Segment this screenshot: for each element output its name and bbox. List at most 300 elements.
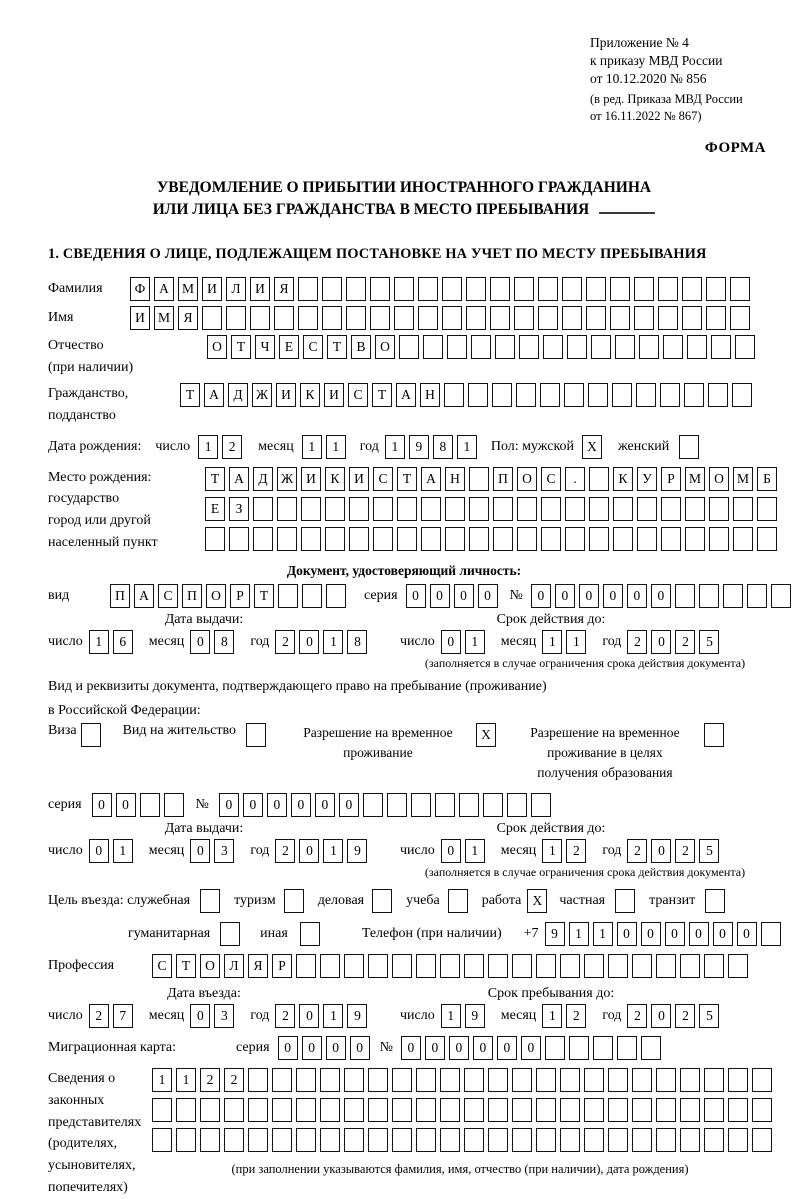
char-cell[interactable]: 1 (323, 839, 343, 863)
char-cell[interactable] (447, 335, 467, 359)
char-cell[interactable]: 0 (116, 793, 136, 817)
purpose-official-checkbox[interactable] (200, 889, 224, 913)
char-cell[interactable] (634, 306, 654, 330)
char-cell[interactable]: М (178, 277, 198, 301)
char-cell[interactable] (296, 1098, 316, 1122)
char-cell[interactable]: 1 (113, 839, 133, 863)
char-cell[interactable] (584, 1098, 604, 1122)
char-cell[interactable]: 1 (323, 1004, 343, 1028)
char-cell[interactable] (711, 335, 731, 359)
char-cell[interactable]: 0 (299, 839, 319, 863)
char-cell[interactable] (656, 1098, 676, 1122)
char-cell[interactable]: 1 (323, 630, 343, 654)
char-cell[interactable] (656, 1128, 676, 1152)
char-cell[interactable] (588, 383, 608, 407)
char-cell[interactable] (423, 335, 443, 359)
char-cell[interactable] (543, 335, 563, 359)
char-cell[interactable] (679, 435, 699, 459)
doc-issue-day-field[interactable] (89, 630, 137, 654)
char-cell[interactable]: Е (279, 335, 299, 359)
char-cell[interactable]: 0 (641, 922, 661, 946)
char-cell[interactable] (637, 497, 657, 521)
char-cell[interactable] (301, 527, 321, 551)
char-cell[interactable] (704, 1068, 724, 1092)
char-cell[interactable] (488, 954, 508, 978)
char-cell[interactable] (152, 1098, 172, 1122)
char-cell[interactable]: 0 (651, 584, 671, 608)
char-cell[interactable] (418, 306, 438, 330)
profession-field[interactable] (152, 954, 752, 978)
temp-residence-checkbox[interactable] (476, 723, 500, 747)
char-cell[interactable] (277, 527, 297, 551)
char-cell[interactable] (492, 383, 512, 407)
mig-number-field[interactable] (401, 1036, 665, 1060)
char-cell[interactable] (514, 306, 534, 330)
char-cell[interactable]: Т (327, 335, 347, 359)
char-cell[interactable]: А (421, 467, 441, 491)
char-cell[interactable] (541, 497, 561, 521)
char-cell[interactable]: 5 (699, 1004, 719, 1028)
char-cell[interactable] (591, 335, 611, 359)
char-cell[interactable] (320, 954, 340, 978)
char-cell[interactable] (752, 1068, 772, 1092)
char-cell[interactable] (464, 1068, 484, 1092)
char-cell[interactable] (363, 793, 383, 817)
name-field[interactable] (130, 306, 754, 330)
char-cell[interactable] (519, 335, 539, 359)
char-cell[interactable] (248, 1098, 268, 1122)
char-cell[interactable] (565, 497, 585, 521)
char-cell[interactable] (682, 306, 702, 330)
char-cell[interactable] (586, 306, 606, 330)
char-cell[interactable] (224, 1098, 244, 1122)
char-cell[interactable] (325, 527, 345, 551)
char-cell[interactable] (253, 527, 273, 551)
char-cell[interactable]: X (582, 435, 602, 459)
char-cell[interactable] (761, 922, 781, 946)
char-cell[interactable]: 6 (113, 630, 133, 654)
char-cell[interactable] (466, 306, 486, 330)
char-cell[interactable]: 0 (299, 1004, 319, 1028)
char-cell[interactable] (656, 954, 676, 978)
char-cell[interactable]: 9 (347, 1004, 367, 1028)
doc-valid-month-field[interactable] (542, 630, 590, 654)
char-cell[interactable]: В (351, 335, 371, 359)
char-cell[interactable]: 0 (425, 1036, 445, 1060)
char-cell[interactable] (632, 954, 652, 978)
purpose-humanitarian-checkbox[interactable] (220, 922, 244, 946)
char-cell[interactable] (164, 793, 184, 817)
char-cell[interactable] (421, 497, 441, 521)
char-cell[interactable] (512, 954, 532, 978)
char-cell[interactable]: О (375, 335, 395, 359)
char-cell[interactable] (732, 383, 752, 407)
char-cell[interactable] (507, 793, 527, 817)
char-cell[interactable]: Л (226, 277, 246, 301)
char-cell[interactable] (322, 277, 342, 301)
purpose-other-checkbox[interactable] (300, 922, 324, 946)
representatives-field-row3[interactable] (152, 1128, 776, 1152)
char-cell[interactable] (728, 1068, 748, 1092)
char-cell[interactable] (562, 277, 582, 301)
char-cell[interactable]: 0 (473, 1036, 493, 1060)
char-cell[interactable] (728, 954, 748, 978)
char-cell[interactable] (229, 527, 249, 551)
char-cell[interactable] (471, 335, 491, 359)
char-cell[interactable] (684, 383, 704, 407)
char-cell[interactable] (200, 1128, 220, 1152)
char-cell[interactable] (272, 1068, 292, 1092)
char-cell[interactable] (368, 1128, 388, 1152)
char-cell[interactable] (584, 954, 604, 978)
char-cell[interactable]: 0 (190, 839, 210, 863)
char-cell[interactable] (248, 1068, 268, 1092)
char-cell[interactable] (421, 527, 441, 551)
char-cell[interactable]: 2 (224, 1068, 244, 1092)
char-cell[interactable] (661, 527, 681, 551)
char-cell[interactable]: 0 (579, 584, 599, 608)
char-cell[interactable] (565, 527, 585, 551)
char-cell[interactable] (512, 1068, 532, 1092)
char-cell[interactable]: И (130, 306, 150, 330)
char-cell[interactable]: 3 (214, 1004, 234, 1028)
char-cell[interactable]: Ж (252, 383, 272, 407)
char-cell[interactable]: . (565, 467, 585, 491)
char-cell[interactable] (346, 306, 366, 330)
char-cell[interactable]: А (229, 467, 249, 491)
char-cell[interactable]: 1 (542, 1004, 562, 1028)
char-cell[interactable] (444, 383, 464, 407)
char-cell[interactable]: 1 (457, 435, 477, 459)
char-cell[interactable] (464, 1098, 484, 1122)
char-cell[interactable] (368, 954, 388, 978)
birth-day-field[interactable] (198, 435, 246, 459)
char-cell[interactable] (512, 1128, 532, 1152)
char-cell[interactable] (176, 1128, 196, 1152)
char-cell[interactable]: 5 (699, 839, 719, 863)
char-cell[interactable]: 0 (267, 793, 287, 817)
char-cell[interactable] (416, 1098, 436, 1122)
char-cell[interactable]: 0 (603, 584, 623, 608)
char-cell[interactable] (709, 497, 729, 521)
char-cell[interactable] (704, 723, 724, 747)
char-cell[interactable]: Б (757, 467, 777, 491)
char-cell[interactable]: Д (253, 467, 273, 491)
char-cell[interactable]: 8 (433, 435, 453, 459)
doc-series-field[interactable] (406, 584, 502, 608)
char-cell[interactable] (615, 889, 635, 913)
char-cell[interactable]: Я (274, 277, 294, 301)
char-cell[interactable]: 0 (89, 839, 109, 863)
char-cell[interactable] (469, 497, 489, 521)
char-cell[interactable] (517, 527, 537, 551)
char-cell[interactable] (81, 723, 101, 747)
char-cell[interactable] (538, 306, 558, 330)
char-cell[interactable]: И (250, 277, 270, 301)
char-cell[interactable]: А (154, 277, 174, 301)
char-cell[interactable]: Т (231, 335, 251, 359)
char-cell[interactable]: И (301, 467, 321, 491)
char-cell[interactable] (636, 383, 656, 407)
patronymic-field[interactable] (207, 335, 759, 359)
char-cell[interactable] (680, 954, 700, 978)
residence-permit-checkbox[interactable] (246, 723, 270, 747)
stay-day-field[interactable] (441, 1004, 489, 1028)
char-cell[interactable] (584, 1128, 604, 1152)
char-cell[interactable]: С (348, 383, 368, 407)
char-cell[interactable] (302, 584, 322, 608)
char-cell[interactable] (320, 1068, 340, 1092)
char-cell[interactable]: С (158, 584, 178, 608)
char-cell[interactable] (445, 527, 465, 551)
char-cell[interactable]: О (207, 335, 227, 359)
char-cell[interactable] (757, 497, 777, 521)
char-cell[interactable] (349, 497, 369, 521)
temp-residence-edu-checkbox[interactable] (704, 723, 728, 747)
char-cell[interactable]: 0 (291, 793, 311, 817)
char-cell[interactable]: Л (224, 954, 244, 978)
char-cell[interactable] (373, 497, 393, 521)
char-cell[interactable]: С (373, 467, 393, 491)
char-cell[interactable]: Ф (130, 277, 150, 301)
char-cell[interactable]: 0 (406, 584, 426, 608)
char-cell[interactable]: О (200, 954, 220, 978)
char-cell[interactable] (442, 306, 462, 330)
char-cell[interactable] (469, 527, 489, 551)
char-cell[interactable]: И (276, 383, 296, 407)
char-cell[interactable]: 0 (326, 1036, 346, 1060)
char-cell[interactable] (296, 954, 316, 978)
char-cell[interactable]: 0 (521, 1036, 541, 1060)
char-cell[interactable] (435, 793, 455, 817)
char-cell[interactable] (200, 889, 220, 913)
char-cell[interactable] (140, 793, 160, 817)
char-cell[interactable]: 2 (627, 630, 647, 654)
representatives-field-row2[interactable] (152, 1098, 776, 1122)
purpose-business-checkbox[interactable] (372, 889, 396, 913)
char-cell[interactable] (536, 1068, 556, 1092)
char-cell[interactable] (440, 1128, 460, 1152)
char-cell[interactable] (608, 1128, 628, 1152)
res-valid-month-field[interactable] (542, 839, 590, 863)
char-cell[interactable] (660, 383, 680, 407)
char-cell[interactable]: 0 (243, 793, 263, 817)
char-cell[interactable]: Т (397, 467, 417, 491)
char-cell[interactable] (733, 497, 753, 521)
char-cell[interactable] (349, 527, 369, 551)
char-cell[interactable] (613, 527, 633, 551)
char-cell[interactable]: 0 (713, 922, 733, 946)
char-cell[interactable]: 2 (675, 1004, 695, 1028)
char-cell[interactable]: Н (420, 383, 440, 407)
doc-issue-month-field[interactable] (190, 630, 238, 654)
char-cell[interactable] (536, 1098, 556, 1122)
char-cell[interactable] (709, 527, 729, 551)
char-cell[interactable]: И (202, 277, 222, 301)
char-cell[interactable] (397, 497, 417, 521)
char-cell[interactable]: К (613, 467, 633, 491)
char-cell[interactable]: Н (445, 467, 465, 491)
char-cell[interactable] (392, 954, 412, 978)
char-cell[interactable]: Т (205, 467, 225, 491)
char-cell[interactable] (392, 1128, 412, 1152)
char-cell[interactable] (612, 383, 632, 407)
char-cell[interactable] (680, 1128, 700, 1152)
char-cell[interactable] (488, 1098, 508, 1122)
char-cell[interactable] (416, 954, 436, 978)
char-cell[interactable]: 0 (441, 839, 461, 863)
char-cell[interactable] (584, 1068, 604, 1092)
char-cell[interactable] (632, 1128, 652, 1152)
char-cell[interactable] (320, 1128, 340, 1152)
char-cell[interactable]: П (110, 584, 130, 608)
char-cell[interactable]: 1 (465, 839, 485, 863)
doc-valid-year-field[interactable] (627, 630, 723, 654)
char-cell[interactable] (493, 527, 513, 551)
char-cell[interactable] (610, 277, 630, 301)
char-cell[interactable] (416, 1068, 436, 1092)
char-cell[interactable] (442, 277, 462, 301)
char-cell[interactable] (368, 1098, 388, 1122)
char-cell[interactable]: 1 (176, 1068, 196, 1092)
char-cell[interactable]: 0 (92, 793, 112, 817)
char-cell[interactable]: 1 (152, 1068, 172, 1092)
purpose-transit-checkbox[interactable] (705, 889, 729, 913)
char-cell[interactable] (445, 497, 465, 521)
birthplace-field-row3[interactable] (205, 527, 781, 551)
char-cell[interactable]: Д (228, 383, 248, 407)
char-cell[interactable]: 0 (689, 922, 709, 946)
birthplace-field-row2[interactable] (205, 497, 781, 521)
entry-day-field[interactable] (89, 1004, 137, 1028)
char-cell[interactable]: А (134, 584, 154, 608)
char-cell[interactable] (248, 1128, 268, 1152)
char-cell[interactable] (344, 1068, 364, 1092)
char-cell[interactable] (397, 527, 417, 551)
char-cell[interactable]: 5 (699, 630, 719, 654)
char-cell[interactable] (440, 1098, 460, 1122)
char-cell[interactable] (440, 954, 460, 978)
char-cell[interactable]: О (709, 467, 729, 491)
char-cell[interactable]: 1 (542, 630, 562, 654)
char-cell[interactable] (495, 335, 515, 359)
char-cell[interactable]: 0 (401, 1036, 421, 1060)
char-cell[interactable]: 0 (651, 839, 671, 863)
char-cell[interactable] (632, 1098, 652, 1122)
char-cell[interactable]: 9 (347, 839, 367, 863)
res-issue-day-field[interactable] (89, 839, 137, 863)
char-cell[interactable] (771, 584, 791, 608)
char-cell[interactable]: 0 (299, 630, 319, 654)
char-cell[interactable] (370, 306, 390, 330)
char-cell[interactable] (658, 277, 678, 301)
char-cell[interactable] (296, 1068, 316, 1092)
char-cell[interactable]: Т (372, 383, 392, 407)
char-cell[interactable] (399, 335, 419, 359)
char-cell[interactable]: М (685, 467, 705, 491)
char-cell[interactable]: 2 (627, 839, 647, 863)
char-cell[interactable] (416, 1128, 436, 1152)
char-cell[interactable]: С (541, 467, 561, 491)
char-cell[interactable]: 0 (651, 1004, 671, 1028)
char-cell[interactable] (704, 1128, 724, 1152)
char-cell[interactable]: 0 (441, 630, 461, 654)
char-cell[interactable] (608, 1098, 628, 1122)
char-cell[interactable] (589, 467, 609, 491)
char-cell[interactable]: П (182, 584, 202, 608)
char-cell[interactable] (488, 1068, 508, 1092)
char-cell[interactable]: 0 (737, 922, 757, 946)
char-cell[interactable] (687, 335, 707, 359)
char-cell[interactable] (704, 1098, 724, 1122)
char-cell[interactable] (224, 1128, 244, 1152)
char-cell[interactable] (615, 335, 635, 359)
res-number-field[interactable] (219, 793, 555, 817)
char-cell[interactable] (641, 1036, 661, 1060)
char-cell[interactable] (464, 954, 484, 978)
char-cell[interactable] (747, 584, 767, 608)
char-cell[interactable] (464, 1128, 484, 1152)
char-cell[interactable]: Р (272, 954, 292, 978)
res-valid-year-field[interactable] (627, 839, 723, 863)
char-cell[interactable]: А (204, 383, 224, 407)
char-cell[interactable]: Т (176, 954, 196, 978)
char-cell[interactable]: 1 (198, 435, 218, 459)
char-cell[interactable]: 2 (200, 1068, 220, 1092)
char-cell[interactable]: 2 (566, 839, 586, 863)
birth-year-field[interactable] (385, 435, 481, 459)
char-cell[interactable] (728, 1128, 748, 1152)
char-cell[interactable]: 0 (302, 1036, 322, 1060)
char-cell[interactable] (205, 527, 225, 551)
char-cell[interactable] (220, 922, 240, 946)
char-cell[interactable]: П (493, 467, 513, 491)
char-cell[interactable]: И (349, 467, 369, 491)
char-cell[interactable]: 2 (675, 630, 695, 654)
char-cell[interactable] (372, 889, 392, 913)
char-cell[interactable] (514, 277, 534, 301)
char-cell[interactable]: 2 (275, 630, 295, 654)
doc-issue-year-field[interactable] (275, 630, 371, 654)
char-cell[interactable] (593, 1036, 613, 1060)
char-cell[interactable] (226, 306, 246, 330)
entry-year-field[interactable] (275, 1004, 371, 1028)
char-cell[interactable] (589, 527, 609, 551)
char-cell[interactable]: 0 (339, 793, 359, 817)
char-cell[interactable]: К (300, 383, 320, 407)
char-cell[interactable]: 2 (627, 1004, 647, 1028)
char-cell[interactable]: 0 (454, 584, 474, 608)
char-cell[interactable]: С (303, 335, 323, 359)
entry-month-field[interactable] (190, 1004, 238, 1028)
char-cell[interactable]: З (229, 497, 249, 521)
char-cell[interactable]: 0 (478, 584, 498, 608)
char-cell[interactable] (488, 1128, 508, 1152)
char-cell[interactable] (613, 497, 633, 521)
char-cell[interactable] (540, 383, 560, 407)
char-cell[interactable]: Е (205, 497, 225, 521)
res-issue-year-field[interactable] (275, 839, 371, 863)
char-cell[interactable]: 9 (465, 1004, 485, 1028)
char-cell[interactable] (733, 527, 753, 551)
representatives-field-row1[interactable] (152, 1068, 776, 1092)
char-cell[interactable]: X (476, 723, 496, 747)
purpose-private-checkbox[interactable] (615, 889, 639, 913)
char-cell[interactable] (344, 1128, 364, 1152)
char-cell[interactable] (752, 1098, 772, 1122)
purpose-study-checkbox[interactable] (448, 889, 472, 913)
char-cell[interactable] (344, 1098, 364, 1122)
